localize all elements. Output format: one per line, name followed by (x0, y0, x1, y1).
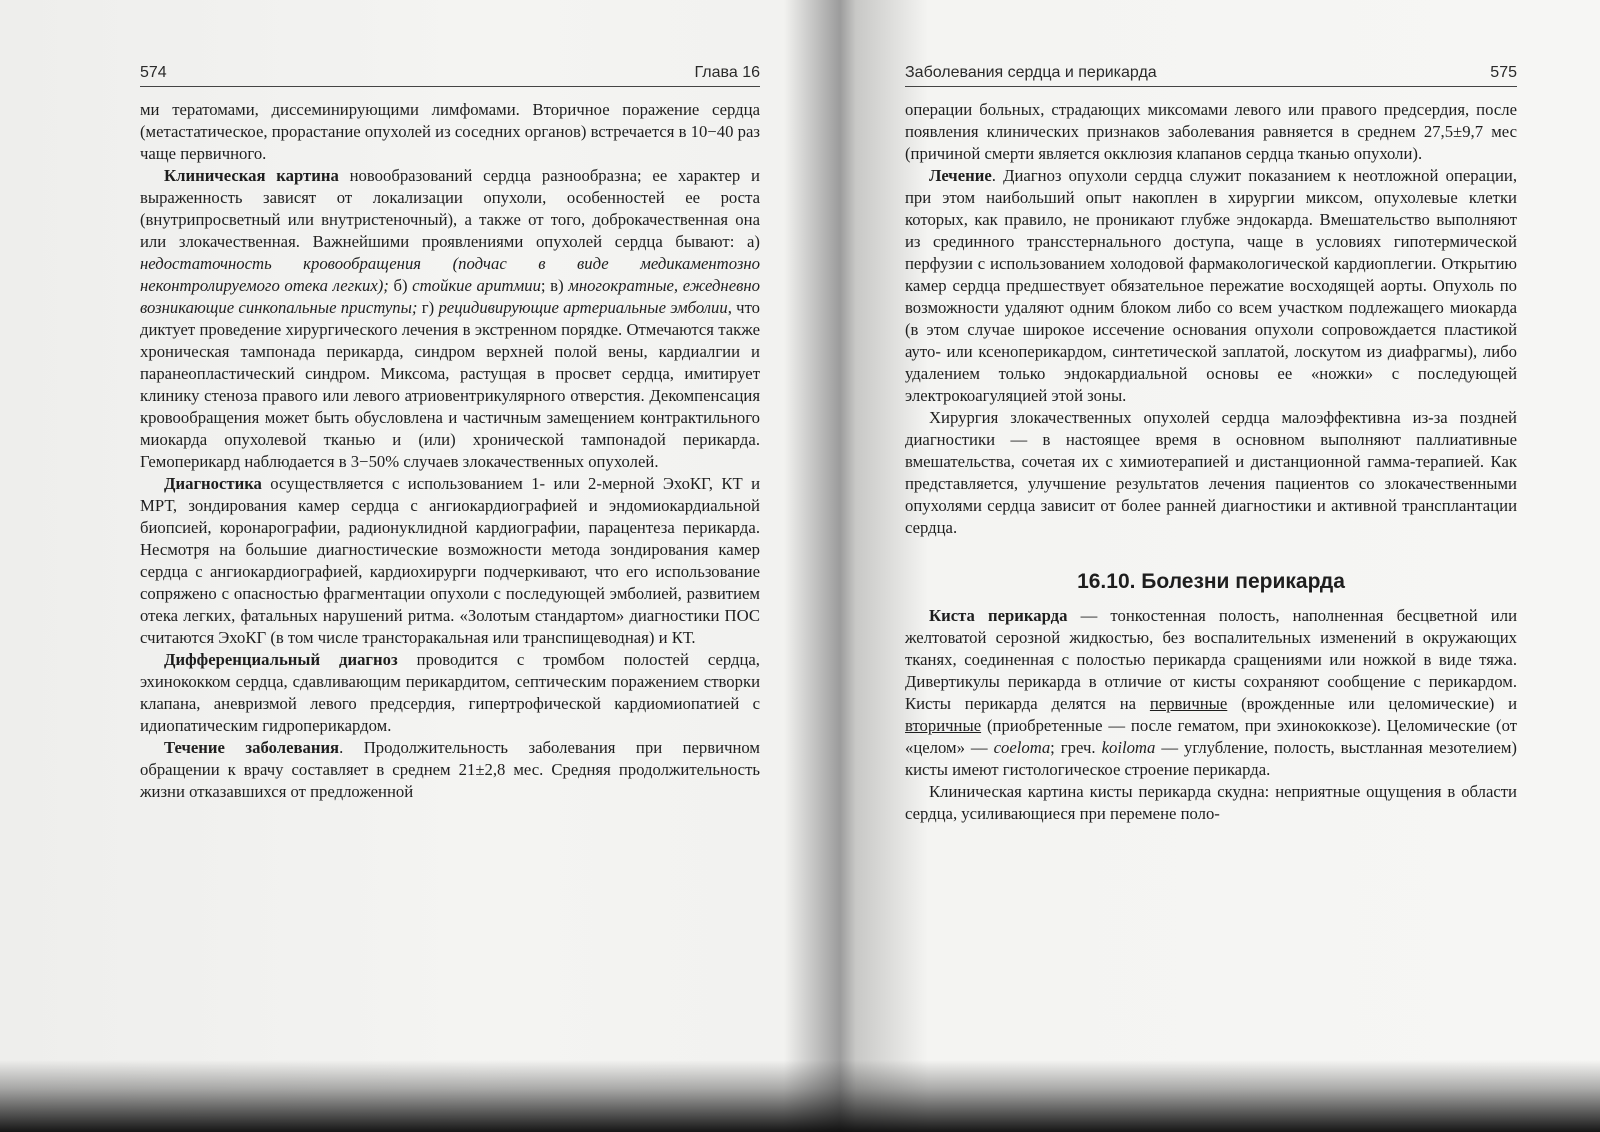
italic-segment: coeloma (993, 738, 1051, 757)
paragraph-continuation: ми тератомами, диссеминирующими лимфомами. Вторичное поражение сердца (метастатическое, прорастание опухолей из соседних органов) встречается в 10−40 раз чаще первичного. (140, 100, 760, 163)
text-segment: . Продолжительность заболевания при первичном обращении к врачу составляет в среднем 21±2,8 мес. Средняя продолжительность жизни отказавшихся от предложенной (140, 738, 760, 801)
text-segment: новообразований сердца разнообразна; ее характер и выраженность зависят от локализации опухоли, особенностей ее роста (внутрипросветный или внутристеночный), а также от того, доброкачественная она или злокачественная. Важнейшими проявлениями опухолей сердца бывают: а) (140, 166, 760, 251)
text-segment: . Диагноз опухоли сердца служит показанием к неотложной операции, при этом наибольший опыт накоплен в хирургии миксом, опухолевые клетки которых, как правило, не проникают глубже эндокарда. Вмешательство выполняют из срединного трансстернального доступа, чаще в условиях гипотермической перфузии с использованием холодовой фармакологической кардиоплегии. Открытию камер сердца предшествует обязательное пережатие восходящей аорты. Опухоль по возможности удаляют одним блоком либо со всем участком подлежащего миокарда (в этом случае широкое иссечение основания опухоли сопровождается пластикой ауто- или ксеноперикардом, синтетической заплатой, лоскутом из диафрагмы), либо удалением только эндокардиальной основы ее «ножки» с последующей электрокоагуляцией этой зоны. (905, 166, 1517, 405)
italic-segment: рецидивирующие артериальные эмболии (438, 298, 728, 317)
term-diagnostics: Диагностика (164, 474, 262, 493)
section-title: 16.10. Болезни перикарда (1077, 570, 1345, 593)
paragraph-diagnostics (140, 473, 760, 649)
text-segment: , что диктует проведение хирургического лечения в экстренном порядке. Отмечаются также хроническая тампонада перикарда, синдром верхней полой вены, кардиалгии и паранеопластический синдром. Миксома, растущая в просвет сердца, имитирует клинику стеноза правого или левого атриовентрикулярного отверстия. Декомпенсация кровообращения может быть обусловлена и частичным замещением контрактильного миокарда опухолевой тканью и (или) хронической тампонадой перикарда. Гемоперикард наблюдается в 3−50% случаев злокачественных опухолей. (140, 298, 760, 471)
text-segment: (врожденные или целомические) и (1227, 694, 1517, 713)
left-page-number: 574 (140, 64, 167, 81)
right-page-body (905, 99, 1517, 825)
italic-segment: недостаточность кровообращения (подчас в виде медикаментозно неконтролируемого отека легких); (140, 254, 760, 295)
italic-segment: многократные, ежедневно возникающие синкопальные приступы; (140, 276, 760, 317)
scan-bottom-shadow (0, 1060, 1600, 1132)
term-treatment: Лечение (929, 166, 992, 185)
text-segment: ; греч. (1050, 738, 1102, 757)
paragraph-clinical-picture (140, 165, 760, 473)
left-page-header (140, 60, 760, 87)
underlined-segment: вторичные (905, 716, 982, 735)
text-segment: ; в) (540, 276, 569, 295)
text-segment: г) (417, 298, 439, 317)
paragraph-disease-course (140, 737, 760, 803)
paragraph-differential-diagnosis (140, 649, 760, 737)
right-page (842, 0, 1600, 1132)
paragraph-continuation: операции больных, страдающих миксомами левого или правого предсердия, после появления клинических признаков заболевания равняется в среднем 27,5±9,7 мес (причиной смерти является окклюзия клапанов сердца тканью опухоли). (905, 100, 1517, 163)
italic-segment: стойкие аритмии (412, 276, 541, 295)
italic-segment: koiloma (1101, 738, 1156, 757)
paragraph-treatment (905, 165, 1517, 407)
right-running-head: Заболевания сердца и перикарда (905, 64, 1157, 81)
term-pericardial-cyst: Киста перикарда (929, 606, 1068, 625)
text-segment: (приобретенные — после гематом, при эхинококкозе). Целомические (от «целом» — (905, 716, 1517, 757)
term-clinical-picture: Клиническая картина (164, 166, 339, 185)
underlined-segment: первичные (1149, 694, 1228, 713)
text-segment: проводится с тромбом полостей сердца, эхинококком сердца, сдавливающим перикардитом, септическим поражением створки клапана, аневризмой левого предсердия, гипертрофической кардиомиопатией с идиопатическим гидроперикардом. (140, 650, 760, 735)
term-disease-course: Течение заболевания (164, 738, 340, 757)
term-differential-diagnosis: Дифференциальный диагноз (164, 650, 398, 669)
left-page-body (140, 99, 760, 803)
paragraph-malignant-surgery: Хирургия злокачественных опухолей сердца малоэффективна из-за поздней диагностики — в настоящее время в основном выполняют паллиативные вмешательства, сочетая их с химиотерапией и дистанционной гамма-терапией. Как представляется, улучшение результатов лечения пациентов со злокачественными опухолями сердца зависит от более ранней диагностики и активной трансплантации сердца. (905, 408, 1517, 537)
paragraph-pericardial-cyst (905, 605, 1517, 781)
text-segment: — тонкостенная полость, наполненная бесцветной или желтоватой серозной жидкостью, без воспалительных изменений в окружающих тканях, соединенная с полостью перикарда сращениями или ножкой в виде тяжа. Дивертикулы перикарда в отличие от кисты сохраняют сообщение с перикардом. Кисты перикарда делятся на (905, 606, 1517, 713)
text-segment: осуществляется с использованием 1- или 2-мерной ЭхоКГ, КТ и МРТ, зондирования камер сердца с ангиокардиографией и эндомиокардиальной биопсией, коронарографии, радионуклидной кардиографии, парацентеза перикарда. Несмотря на большие диагностические возможности метода зондирования камер сердца с ангиокардиографией, кардиохирурги подчеркивают, что его использование сопряжено с опасностью фрагментации опухоли с последующей эмболией, развитием отека легких, фатальных нарушений ритма. «Золотым стандартом» диагностики ПОС считаются ЭхоКГ (в том числе трансторакальная или транспищеводная) и КТ. (140, 474, 760, 647)
text-segment: — углубление, полость, выстланная мезотелием) кисты имеют гистологическое строение перикарда. (905, 738, 1517, 779)
right-page-number: 575 (1490, 64, 1517, 81)
right-page-header (905, 60, 1517, 87)
text-segment: б) (388, 276, 413, 295)
paragraph-cyst-clinical-picture: Клиническая картина кисты перикарда скудна: неприятные ощущения в области сердца, усиливающиеся при перемене поло- (905, 782, 1517, 823)
left-running-head: Глава 16 (694, 64, 760, 81)
